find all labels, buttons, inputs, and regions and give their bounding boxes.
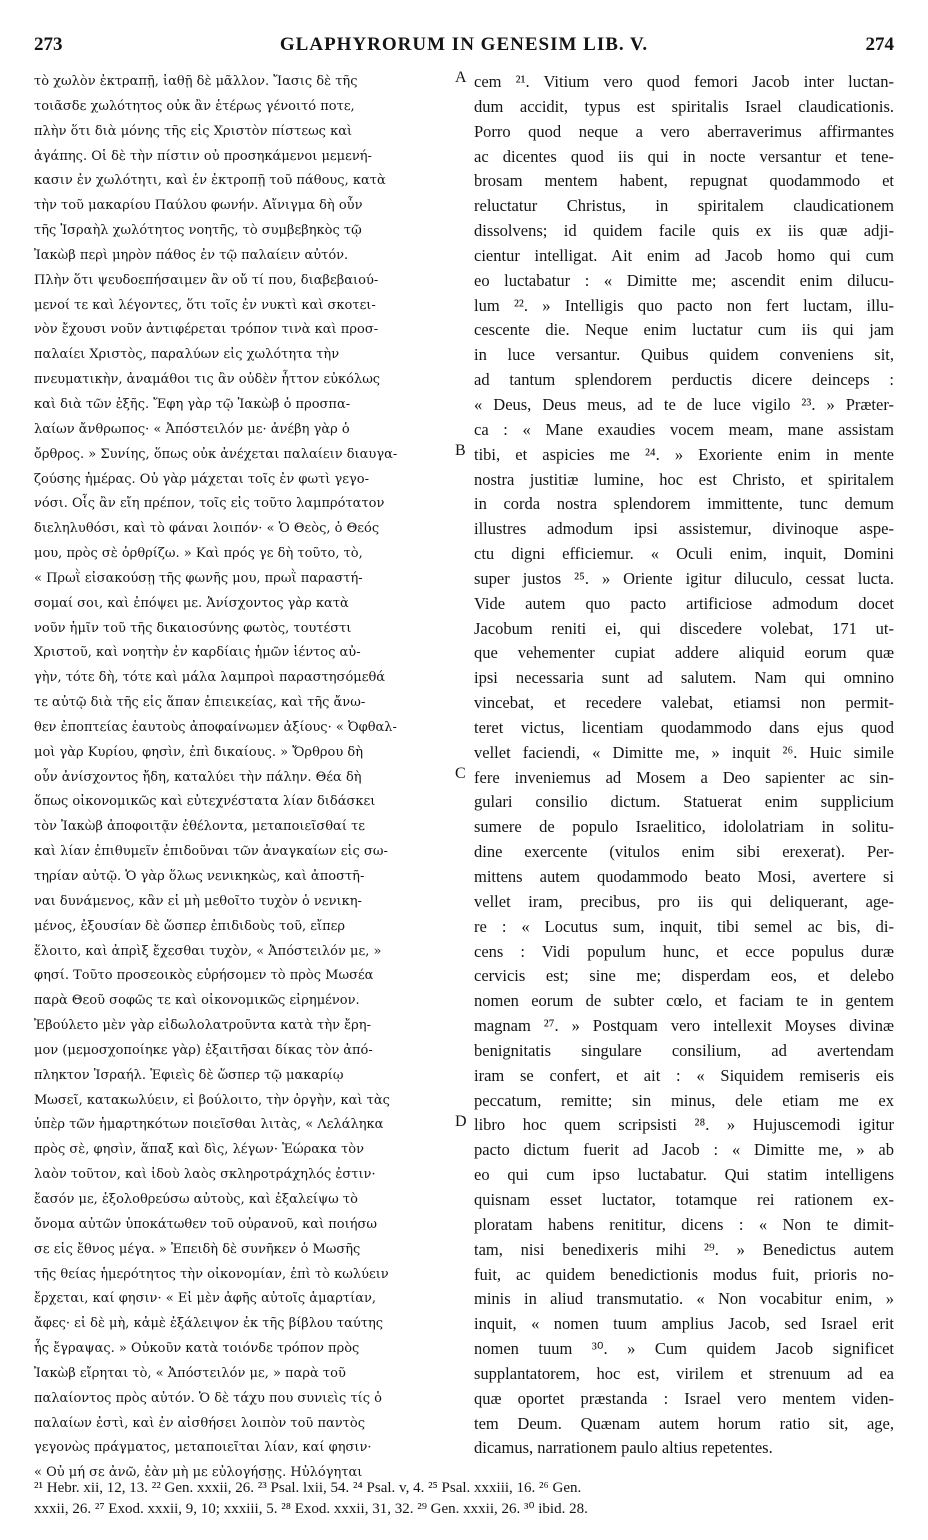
footnotes — [34, 1478, 894, 1520]
greek-text-line: σομαί σοι, καὶ ἐπόψει με. Ἀνίσχοντος γὰρ κατὰ — [34, 595, 349, 611]
latin-text-line: vellet faciendi, « Dimitte me, » inquit ²⁶. Huic simile — [474, 742, 894, 762]
greek-text-line: ὄνομα αὐτῶν ὑποκάτωθεν τοῦ οὐρανοῦ, καὶ ποιήσω — [34, 1216, 377, 1232]
greek-text-line: πλὴν ὅτι διὰ μόνης τῆς εἰς Χριστὸν πίστεως καὶ — [34, 123, 353, 139]
footnote-line: ²¹ Hebr. xii, 12, 13. ²² Gen. xxxii, 26. ²³ Psal. lxii, 54. ²⁴ Psal. v, 4. ²⁵ Psal. xxxiii, 16. ²⁶ Gen. — [34, 1480, 582, 1496]
greek-text-line: γὴν, τότε δὴ, τότε καὶ μάλα λαμπροὶ παραστησόμεθά — [34, 670, 386, 686]
latin-text-line: cervicis est; sine me; disperdam eos, et delebo — [474, 966, 894, 986]
greek-text-line: μον (μεμοσχοποίηκε γὰρ) ἐξαιτῆσαι δίκας τὸν ἀπό- — [34, 1042, 373, 1058]
latin-text-line: cem ²¹. Vitium vero quod femori Jacob inter luctan- — [474, 72, 894, 91]
greek-text-line: παλαίοντος πρὸς αὐτόν. Ὁ δὲ τάχυ που συνιεὶς τίς ὁ — [34, 1390, 382, 1406]
greek-text-line: ὑπὲρ τῶν ἡμαρτηκότων ποιεῖσθαι λιτὰς, « Λελάληκα — [34, 1117, 384, 1133]
latin-text-line: « Deus, Deus meus, ad te de luce vigilo ²³. » Præter- — [474, 394, 894, 414]
latin-text-line: cientur intelligat. Ait enim ad Jacob homo qui cum — [474, 245, 894, 265]
latin-text-line: in corda nostra splendorem immittente, tunc demum — [474, 494, 894, 514]
latin-text-line: minis in aliud transmutatio. « Non vocabitur enim, » — [474, 1289, 894, 1309]
greek-text-line: « Πρωῒ εἰσακούσῃ τῆς φωνῆς μου, πρωῒ παραστή- — [34, 570, 363, 586]
latin-text-line: ipsi necessaria sunt ad salutem. Nam qui omnino — [474, 668, 894, 688]
greek-text-line: καὶ διὰ τῶν ἑξῆς. Ἔφη γὰρ τῷ Ἰακὼβ ὁ προσπα- — [34, 396, 351, 412]
greek-text-line: λαίων ἄνθρωπος· « Ἀπόστειλόν με· ἀνέβη γὰρ ὁ — [34, 421, 350, 437]
latin-text-line: re : « Locutus sum, inquit, tibi semel ac bis, di- — [474, 916, 894, 936]
greek-text-line: λαὸν τοῦτον, καὶ ἰδοὺ λαὸς σκληροτράχηλός ἐστιν· — [34, 1167, 376, 1183]
greek-text-line: ὄρθρος. » Συνίης, ὅπως οὐκ ἀνέχεται παλαίειν διαυγα- — [34, 446, 398, 462]
latin-text-line: eo qui cum ipso luctabatur. Qui statim intelligens — [474, 1165, 894, 1185]
greek-text-line: παλαίων ἐστὶ, καὶ ἐν αἰσθήσει λοιπὸν τοῦ παντὸς — [34, 1415, 365, 1431]
greek-text-line: τῆς Ἰσραὴλ χωλότητος νοητῆς, τὸ συμβεβηκὸς τῷ — [34, 223, 362, 239]
latin-text-line: brosam mentem habent, repugnat quodammodo et — [474, 171, 894, 191]
greek-text-line: τὴν τοῦ μακαρίου Παύλου φωνήν. Αἴνιγμα δὴ οὖν — [34, 198, 363, 214]
margin-marker-c: C — [455, 765, 466, 782]
latin-text-line: fuit, ac quidem benedictionis modus fuit, prioris no- — [474, 1264, 894, 1284]
page-number-left: 273 — [34, 34, 63, 55]
greek-text-line: νὸν ἔχουσι νοῦν ἀντιφέρεται τρόπον τινὰ καὶ προσ- — [34, 322, 379, 338]
latin-text-line: iram se confert, et ait : « Siquidem remiseris eis — [474, 1065, 894, 1085]
greek-text-line: τηρίαν αὐτῷ. Ὁ γὰρ ὅλως νενικηκὼς, καὶ ἀποστῆ- — [34, 869, 365, 884]
greek-text-line: διεληλυθόσι, καὶ τὸ φάναι λοιπόν· « Ὁ Θεὸς, ὁ Θεός — [34, 521, 380, 537]
latin-text-line: quisnam esset luctator, totamque rei rationem ex- — [474, 1189, 894, 1209]
latin-text-line: nomen eorum de subter cœlo, et faciam te in gentem — [474, 991, 894, 1011]
latin-text-line: ctu digni efficiemur. « Oculi enim, inquit, Domini — [474, 544, 894, 564]
greek-text-line: Μωσεῖ, κατακωλύειν, εἰ βούλοιτο, τὴν ὀργὴν, καὶ τὰς — [34, 1092, 390, 1108]
greek-text-line: νόσι. Οἷς ἂν εἴη πρέπον, τοῖς εἰς τοῦτο λαμπρότατον — [34, 496, 385, 512]
greek-text-line: ἔασόν με, ἐξολοθρεύσω αὐτοὺς, καὶ ἐξαλείψω τὸ — [34, 1191, 358, 1207]
latin-text-line: nomen tuum ³⁰. » Cum quidem Jacob significet — [474, 1339, 894, 1359]
greek-text-line: θεν ἐποπτείας ἑαυτοὺς ἀποφαίνωμεν ἀξίους· « Ὀφθαλ- — [34, 719, 397, 735]
greek-text-line: Ἰακὼβ εἴρηται τὸ, « Ἀπόστειλόν με, » παρὰ τοῦ — [34, 1365, 346, 1381]
greek-text-line: ζούσης ἡμέρας. Οὐ γὰρ μάχεται τοῖς ἐν φωτὶ γεγο- — [34, 471, 370, 487]
latin-text-line: supplantatorem, hoc est, virilem et strenuum ad ea — [474, 1363, 894, 1383]
latin-text-line: dissolvens; id quidem facile quis ex iis quæ adji- — [474, 221, 894, 241]
latin-text-line: lum ²². » Intelligis quo pacto non fert luctam, illu- — [474, 295, 894, 315]
latin-text-line: dum accidit, typus est spiritalis Israel claudicationis. — [474, 96, 894, 116]
margin-marker-b: B — [455, 442, 466, 459]
page-number-right: 274 — [865, 34, 894, 55]
margin-marker-a: A — [455, 69, 467, 86]
greek-text-line: μένος, ἐξουσίαν δὲ ὥσπερ ἐπιδιδοὺς τοῦ, εἴπερ — [34, 918, 346, 934]
page-header — [34, 34, 894, 64]
greek-text-line: πρὸς σὲ, φησὶν, ἅπαξ καὶ δὶς, λέγων· Ἑώρακα τὸν — [34, 1142, 364, 1158]
greek-text-line: παρὰ Θεοῦ σοφῶς τε καὶ οἰκονομικῶς εἰρημένον. — [34, 993, 360, 1009]
latin-text-line: benignitatis singulare consilium, ad avertendam — [474, 1040, 894, 1060]
latin-text-line: que vehementer cupiat addere aliquid eorum quæ — [474, 643, 894, 663]
latin-text-line: fere inveniemus ad Mosem a Deo sapienter ac sin- — [474, 767, 894, 787]
latin-text-line: Porro quod neque a vero aberraverimus affirmantes — [474, 121, 894, 141]
greek-text-line: κασιν ἐν χωλότητι, καὶ ἐν ἐκτροπῇ τοῦ πάθους, κατὰ — [34, 173, 386, 189]
greek-text-line: φησί. Τοῦτο προσεοικὸς εὑρήσομεν τὸ πρὸς Μωσέα — [34, 968, 374, 984]
latin-text-line: sumere de populo Israelitico, idololatriam in solitu- — [474, 817, 894, 837]
greek-text-line: τῆς θείας ἡμερότητος τὴν οἰκονομίαν, ἐπὶ τὸ κωλύειν — [34, 1266, 389, 1282]
margin-marker-d: D — [455, 1113, 467, 1130]
greek-text-line: πληκτον Ἰσραήλ. Ἐφιεὶς δὲ ὥσπερ τῷ μακαρίῳ — [34, 1067, 344, 1083]
latin-column — [474, 70, 894, 1461]
greek-text-line: πνευματικὴν, ἀναμάθοι τις ἂν οὐδὲν ἧττον εὐκόλως — [34, 372, 381, 388]
latin-text-line: mittens autem quodammodo beato Mosi, avertere si — [474, 867, 894, 886]
greek-text-line: παλαίει Χριστὸς, παραλύων εἰς χωλότητα τὴν — [34, 347, 340, 363]
greek-text-line: ἄφες· εἰ δὲ μὴ, κἀμὲ ἐξάλειψον ἐκ τῆς βίβλου ταύτης — [34, 1316, 384, 1332]
greek-text-line: σε εἰς ἔθνος μέγα. » Ἐπειδὴ δὲ συνῆκεν ὁ Μωσῆς — [34, 1241, 361, 1257]
latin-text-line: tem Deum. Quænam autem horum ratio sit, age, — [474, 1413, 894, 1433]
latin-text-line: eo luctabatur : « Dimitte me; ascendit enim dilucu- — [474, 270, 894, 290]
latin-text-line: inquit, « nomen tuum amplius Jacob, sed Israel erit — [474, 1314, 894, 1334]
latin-text-line: illustres admodum ipsi assistemur, divinoque aspe- — [474, 519, 894, 539]
greek-text-line: ἔρχεται, καί φησιν· « Εἰ μὲν ἀφῆς αὐτοῖς ἁμαρτίαν, — [34, 1291, 377, 1307]
greek-column — [34, 70, 454, 1486]
latin-text-line: pacto dictum fuerit ad Jacob : « Dimitte me, » ab — [474, 1140, 894, 1160]
latin-text-line: dicamus, narrationem paulo altius repetentes. — [474, 1438, 773, 1458]
greek-text-line: Πλὴν ὅτι ψευδοεπήσαιμεν ἂν οὔ τί που, διαβεβαιού- — [34, 272, 379, 288]
latin-text-line: ploratam habens renititur, dicens : « Non te dimit- — [474, 1214, 894, 1234]
latin-text-line: ad tantum splendorem perductis dicere deinceps : — [474, 370, 894, 390]
latin-text-line: Vide autem quo pacto artificiose admodum docet — [474, 593, 894, 613]
latin-text-line: cens : Vidi populum hunc, et ecce populus duræ — [474, 941, 894, 961]
latin-text-line: libro hoc quem scripsisti ²⁸. » Hujuscemodi igitur — [474, 1115, 894, 1135]
greek-text-line: ναι δυνάμενος, κἂν εἰ μὴ μεθοῖτο τυχὸν ὁ νενικη- — [34, 893, 362, 909]
greek-text-line: μενοί τε καὶ λέγοντες, ὅτι τοῖς ἐν νυκτὶ καὶ σκοτει- — [34, 297, 376, 313]
greek-text-line: ἕλοιτο, καὶ ἀπρὶξ ἔχεσθαι τυχὸν, « Ἀπόστειλόν με, » — [34, 943, 382, 959]
latin-text-line: quæ oportet præstanda : Israel vero mentem viden- — [474, 1388, 894, 1408]
greek-text-line: γεγονὼς πράγματος, μεταποιεῖται λίαν, καί φησιν· — [34, 1440, 372, 1456]
greek-text-line: μοὶ γὰρ Κυρίου, φησὶν, ἐπὶ δικαίους. » Ὄρθρου δὴ — [34, 744, 364, 760]
latin-text-line: vincebat, et recedere valebat, etiamsi non permit- — [474, 693, 894, 713]
footnote-line: xxxii, 26. ²⁷ Exod. xxxii, 9, 10; xxxiii, 5. ²⁸ Exod. xxxii, 31, 32. ²⁹ Gen. xxxii, 26. ³⁰ ibid. 28. — [34, 1501, 588, 1517]
latin-text-line: nostra justitiæ lumine, hoc est Christo, et spiritalem — [474, 469, 894, 489]
greek-text-line: Ἰακὼβ περὶ μηρὸν πάθος ἐν τῷ παλαίειν αὐτόν. — [34, 247, 349, 263]
latin-text-line: dine exercente (vitulos enim sibi erexerat). Per- — [474, 842, 894, 862]
latin-text-line: teret victus, licentiam quodammodo dans ejus quod — [474, 717, 894, 737]
greek-text-line: νοῦν ἡμῖν τοῦ τῆς δικαιοσύνης φωτὸς, τουτέστι — [34, 620, 352, 636]
greek-text-line: Ἐβούλετο μὲν γὰρ εἰδωλολατροῦντα κατὰ τὴν ἔρη- — [34, 1018, 371, 1034]
greek-text-line: τὸν Ἰακὼβ ἀποφοιτᾷν ἐθέλοντα, μεταποιεῖσθαί τε — [34, 819, 365, 835]
greek-text-line: τοιᾶσδε χωλότητος οὐκ ἂν ἑτέρως γένοιτό ποτε, — [34, 98, 355, 114]
latin-text-line: ac dicentes quod iis qui in nocte versantur et tene- — [474, 146, 894, 166]
latin-text-line: tibi, et aspicies me ²⁴. » Exoriente enim in mente — [474, 444, 894, 464]
latin-text-line: Jacobum reniti ei, qui discedere volebat, 171 ut- — [474, 618, 894, 638]
greek-text-line: οὖν ἀνίσχοντος ἤδη, καταλύει τὴν πάλην. Θέα δὴ — [34, 769, 362, 785]
greek-text-line: καὶ λίαν ἐπιθυμεῖν ἐπιδοῦναι τῶν ἀναγκαίων εἰς σω- — [34, 844, 388, 860]
greek-text-line: ἧς ἔγραψας. » Οὐκοῦν κατὰ τοιόνδε τρόπον πρὸς — [34, 1341, 360, 1357]
greek-text-line: Χριστοῦ, καὶ νοητὴν ἐν καρδίαις ἡμῶν ἱέντος αὐ- — [34, 645, 361, 661]
latin-text-line: vellet iram, precibus, pro iis qui deliquerant, age- — [474, 891, 894, 911]
greek-text-line: ἀγάπης. Οἱ δὲ τὴν πίστιν οὐ προσηκάμενοι μεμενή- — [34, 148, 372, 164]
greek-text-line: « Οὐ μή σε ἀνῶ, ἐὰν μὴ με εὐλογήσῃς. Ηὐλόγηται — [34, 1465, 363, 1481]
greek-text-line: ὅπως οἰκονομικῶς καὶ εὐτεχνέστατα λίαν διδάσκει — [34, 794, 376, 810]
greek-text-line: τε αὐτῷ διὰ τῆς εἰς ἅπαν ἐπιεικείας, καὶ τῆς ἄνω- — [34, 695, 366, 711]
greek-text-line: τὸ χωλὸν ἐκτραπῇ, ἰαθῇ δὲ μᾶλλον. Ἴασις δὲ τῆς — [34, 74, 358, 89]
greek-text-line: μου, πρὸς σὲ ὀρθρίζω. » Καὶ πρός γε δὴ τοῦτο, τὸ, — [34, 546, 363, 562]
latin-text-line: in luce versantur. Quibus quidem conveniens sit, — [474, 345, 894, 365]
latin-text-line: magnam ²⁷. » Postquam vero intellexit Moyses divinæ — [474, 1016, 894, 1036]
running-title: GLAPHYRORUM IN GENESIM LIB. V. — [279, 34, 649, 55]
latin-text-line: ca : « Mane exaudies vocem meam, mane assistam — [474, 419, 894, 439]
latin-text-line: cescente die. Neque enim luctatur cum iis qui jam — [474, 320, 894, 340]
latin-text-line: reluctatur Christus, in spiritalem claudicationem — [474, 196, 894, 216]
latin-text-line: tam, nisi benedixeris mihi ²⁹. » Benedictus autem — [474, 1239, 894, 1259]
latin-text-line: gulari consilio dictum. Statuerat enim supplicium — [474, 792, 894, 812]
latin-text-line: peccatum, remitte; sin minus, dele etiam me ex — [474, 1090, 894, 1110]
latin-text-line: super justos ²⁵. » Oriente igitur diluculo, cessat lucta. — [474, 568, 894, 588]
